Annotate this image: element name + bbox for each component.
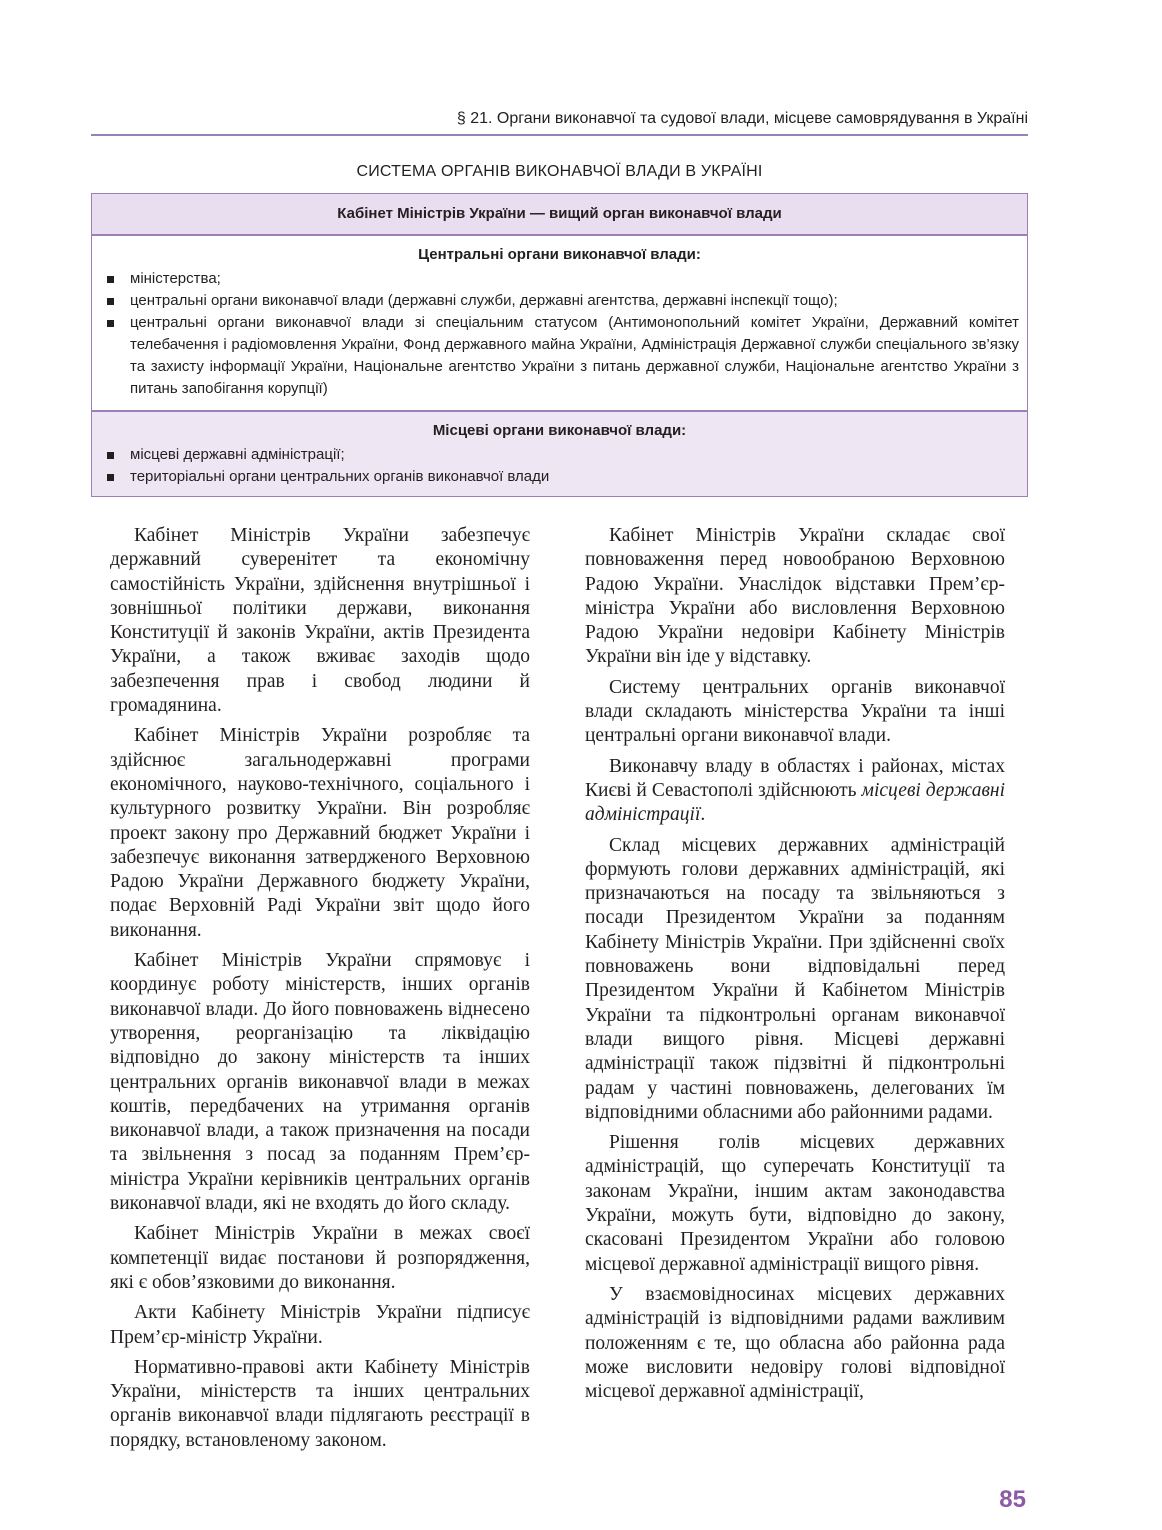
paragraph: Акти Кабінету Міністрів України підписує Прем’єр-міністр України. — [110, 1302, 530, 1348]
left-text-column — [110, 524, 530, 1459]
scheme-title: СИСТЕМА ОРГАНІВ ВИКОНАВЧОЇ ВЛАДИ В УКРАЇНІ — [356, 163, 763, 180]
paragraph: Нормативно-правові акти Кабінету Міністрів України, міністерств та інших центральних органів виконавчої влади підлягають реєстрації в порядку, встановленому законом. — [110, 1356, 530, 1451]
central-bodies-box — [91, 235, 1028, 411]
running-head: § 21. Органи виконавчої та судової влади, місцеве самоврядування в Україні — [456, 110, 1028, 127]
cabinet-box-label: Кабінет Міністрів України — вищий орган виконавчої влади — [337, 205, 782, 222]
local-bodies-box — [91, 411, 1028, 497]
emphasized-term: місцеві державні адміністрації — [585, 779, 1006, 826]
paragraph: Кабінет Міністрів України в межах своєї компетенції видає постанови й розпорядження, які є обов’язковими до виконання. — [110, 1223, 530, 1293]
cabinet-box — [91, 193, 1028, 235]
list-item: міністерства; — [100, 268, 1019, 290]
header-rule — [91, 134, 1028, 136]
paragraph: Кабінет Міністрів України спрямовує і координує роботу міністерств, інших органів виконавчої влади. До його повноважень віднесено утворення, реорганізацію та ліквідацію відповідно до закону міністерств та інших центральних органів виконавчої влади в межах коштів, передбачених на утримання органів виконавчої влади, а також призначення на посади та звільнення з посад за поданням Прем’єр-міністра України керівників центральних органів виконавчої влади, які не входять до його складу. — [110, 950, 530, 1215]
right-text-column — [585, 524, 1005, 1410]
list-item: центральні органи виконавчої влади зі спеціальним статусом (Антимонопольний комітет України, Державний комітет телебачення і радіомовлення України, Фонд державного майна України, Адміністрація Державної служби спеціального зв’язку та захисту інформації України, Національне агентство України з питань державної служби, Національне агентство України з питань запобігання корупції) — [100, 312, 1019, 400]
list-item: територіальні органи центральних органів виконавчої влади — [100, 466, 1019, 488]
list-item: місцеві державні адміністрації; — [100, 444, 1019, 466]
paragraph: Склад місцевих державних адміністрацій формують голови державних адміністрацій, які призначаються на посаду та звільняються з посади Президентом України за поданням Кабінету Міністрів України. При здійсненні своїх повноважень вони відповідальні перед Президентом України й Кабінетом Міністрів України та підконтрольні органам виконавчої влади вищого рівня. Місцеві державні адміністрації також підзвітні й підконтрольні радам у частині повноважень, делегованих їм відповідними обласними або районними радами. — [585, 834, 1005, 1123]
paragraph: Рішення голів місцевих державних адміністрацій, що суперечать Конституції та законам України, іншим актам законодавства України, можуть бути, відповідно до закону, скасовані Президентом України або головою місцевої державної адміністрації вищого рівня. — [585, 1132, 1005, 1275]
paragraph: Кабінет Міністрів України забезпечує державний суверенітет та економічну самостійність України, здійснення внутрішньої і зовнішньої політики держави, виконання Конституції й законів України, актів Президента України, а також вживає заходів щодо забезпечення прав і свобод людини й громадянина. — [110, 525, 530, 717]
paragraph: Кабінет Міністрів України складає свої повноваження перед новообраною Верховною Радою України. Унаслідок відставки Прем’єр-міністра України або висловлення Верховною Радою України недовіри Кабінету Міністрів України він іде у відставку. — [585, 525, 1005, 668]
page-number: 85 — [999, 1486, 1026, 1513]
paragraph-end: . — [700, 804, 706, 826]
paragraph-text: Виконавчу владу в областях і районах, містах Києві й Севастополі здійснюють — [585, 755, 1005, 801]
local-bodies-heading: Місцеві органи виконавчої влади: — [432, 422, 687, 439]
central-bodies-heading: Центральні органи виконавчої влади: — [418, 246, 701, 263]
paragraph: У взаємовідносинах місцевих державних адміністрацій із відповідними радами важливим положенням є те, що обласна або районна рада може висловити недовіру голові відповідної місцевої державної адміністрації, — [585, 1283, 1005, 1403]
paragraph — [585, 755, 1005, 828]
paragraph: Кабінет Міністрів України розробляє та здійснює загальнодержавні програми економічного, науково-технічного, соціального і культурного розвитку України. Він розробляє проект закону про Державний бюджет України і забезпечує виконання затвердженого Верховною Радою України Державного бюджету України, подає Верховній Раді України звіт щодо його виконання. — [110, 725, 530, 941]
paragraph: Систему центральних органів виконавчої влади складають міністерства України та інші центральні органи виконавчої влади. — [585, 676, 1005, 747]
local-bodies-list — [100, 444, 1019, 488]
executive-power-scheme — [91, 193, 1028, 497]
list-item: центральні органи виконавчої влади (державні служби, державні агентства, державні інспекції тощо); — [100, 290, 1019, 312]
central-bodies-list — [100, 268, 1019, 400]
